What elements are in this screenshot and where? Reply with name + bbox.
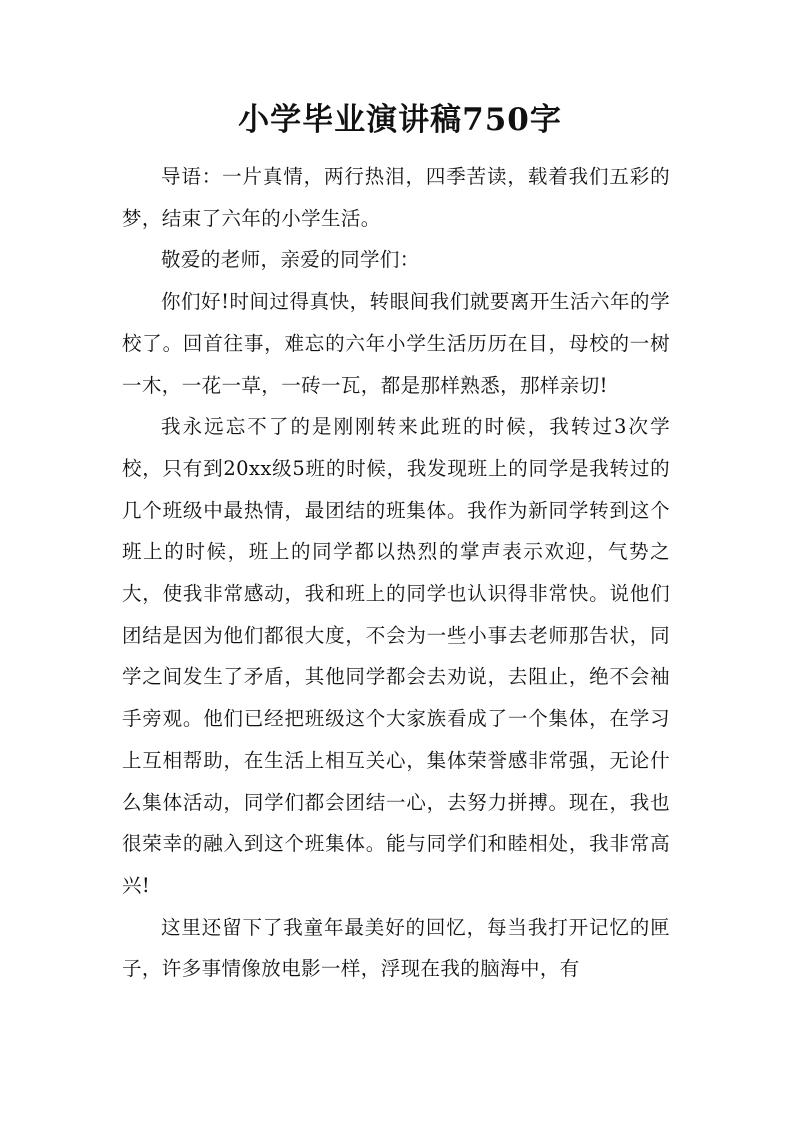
document-title: 小学毕业演讲稿750字 <box>238 102 562 138</box>
paragraph-greeting: 你们好!时间过得真快，转眼间我们就要离开生活六年的学校了。回首往事，难忘的六年小学生活历历在目，母校的一树一木，一花一草，一砖一瓦，都是那样熟悉，那样亲切! <box>122 290 670 397</box>
paragraph-childhood-memory: 这里还留下了我童年最美好的回忆，每当我打开记忆的匣子，许多事情像放电影一样，浮现在我的脑海中，有 <box>122 915 670 981</box>
paragraph-class-memory: 我永远忘不了的是刚刚转来此班的时候，我转过3次学校，只有到20xx级5班的时候，我发现班上的同学是我转过的几个班级中最热情，最团结的班集体。我作为新同学转到这个班上的时候，班上的同学都以热烈的掌声表示欢迎，气势之大，使我非常感动，我和班上的同学也认识得非常快。说他们团结是因为他们都很大度，不会为一些小事去老师那告状，同学之间发生了矛盾，其他同学都会去劝说，去阻止，绝不会袖手旁观。他们已经把班级这个大家族看成了一个集体，在学习上互相帮助，在生活上相互关心，集体荣誉感非常强，无论什么集体活动，同学们都会团结一心，去努力拼搏。现在，我也很荣幸的融入到这个班集体。能与同学们和睦相处，我非常高兴! <box>122 415 670 897</box>
paragraph-intro: 导语：一片真情，两行热泪，四季苦读，载着我们五彩的梦，结束了六年的小学生活。 <box>122 165 670 230</box>
paragraph-salutation: 敬爱的老师，亲爱的同学们： <box>161 248 420 272</box>
document-body <box>122 156 670 990</box>
